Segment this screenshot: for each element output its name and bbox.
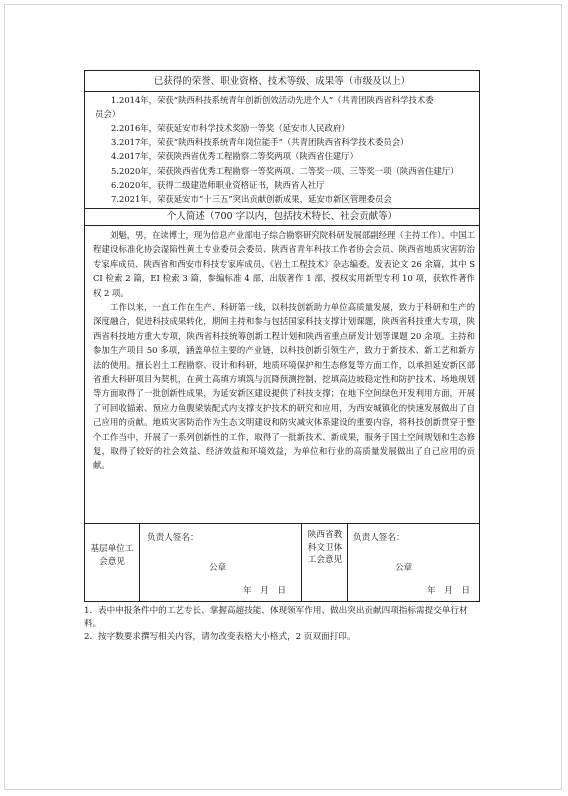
- provincial-union-label: 陕西省教科文卫体工会意见: [307, 530, 343, 565]
- grassroots-union-label: 基层单位工会意见: [90, 544, 134, 567]
- note-item: [84, 631, 480, 644]
- honor-item: 5.2020年，荣获陕西省优秀工程勘察一等奖两项、二等奖一项、三等奖一项（陕西省住建厅）: [111, 166, 459, 176]
- honor-item: 6.2020年，获得二级建造师职业资格证书，陕西省人社厅: [111, 180, 325, 190]
- profile-paragraph: 刘魁，男，在读博士，现为信息产业部电子综合勘察研究院科研发展部副经理（主持工作）。中国工程建设标准化协会湿陷性黄土专业委员会委员、陕西省青年科技工作者协会会员、陕西省地质灾害防治专家库成员、陕西省和西安市科技专家库成员、《岩土工程技术》杂志编委。发表论文 26 余篇，其中 SCI 检索 2 篇，EI 检索 3 篇，参编标准 4 部，出版著作 1 部，授权实用新型专利 10 项，获软件著作权 2 项。: [93, 230, 475, 298]
- right-signature-label: 负责人签名：: [353, 533, 405, 543]
- row-divider: [85, 225, 479, 226]
- column-divider: [301, 523, 302, 601]
- honor-item: 7.2021年，荣获延安市“十三五”突出贡献创新成果，延安市新区管理委员会: [111, 194, 392, 204]
- note-item: [84, 605, 480, 630]
- left-seal-label: 公章: [209, 563, 227, 573]
- left-date-label: 年 月 日: [243, 586, 286, 596]
- note-text: 按字数要求撰写相关内容，请勿改变表格大小格式，2 页双面打印。: [98, 632, 356, 642]
- note-number: 2.: [84, 632, 93, 642]
- row-divider: [85, 208, 479, 209]
- note-number: 1.: [84, 606, 93, 616]
- honor-item: 4.2017年，荣获陕西省优秀工程勘察二等奖两项（陕西省住建厅）: [111, 151, 359, 161]
- honors-title: 已获得的荣誉、职业资格、技术等级、成果等（市级及以上）: [153, 76, 411, 87]
- right-seal-label: 公章: [395, 563, 413, 573]
- row-divider: [85, 523, 479, 524]
- profile-title: 个人简述（700 字以内，包括技术特长、社会贡献等）: [166, 211, 398, 222]
- application-form-table: [84, 70, 480, 602]
- honor-item: 员会）: [95, 109, 121, 119]
- right-date-label: 年 月 日: [427, 586, 470, 596]
- note-text: 表中申报条件中的工艺专长、掌握高超技能、体现领军作用、做出突出贡献四项指标需提交单行材料。: [84, 606, 468, 629]
- honor-item: 3.2017年，荣获“陕西科技系统青年岗位能手”（共青团陕西省科学技术委员会）: [111, 137, 409, 147]
- honor-item: 2.2016年，荣获延安市科学技术奖励一等奖（延安市人民政府）: [111, 123, 350, 133]
- column-divider: [347, 523, 348, 601]
- left-signature-label: 负责人签名：: [147, 533, 199, 543]
- column-divider: [139, 523, 140, 601]
- row-divider: [85, 91, 479, 92]
- honor-item: 1.2014年，荣获“陕西科技系统青年创新创效活动先进个人”（共青团陕西省科学技术委: [111, 95, 434, 105]
- profile-paragraph: 工作以来，一直工作在生产、科研第一线，以科技创新助力单位高质量发展，致力于科研和生产的深度融合，促进科技成果转化，期间主持和参与包括国家科技支撑计划课题，陕西省科技重大专项，陕西省科技地方重大专项，陕西省科技统筹创新工程计划和陕西省重点研发计划等课题 20 余项。主持和参加生产项目 50 多项，涵盖单位主要的产业链，以科技创新引领生产，致力于新技术、新工艺和新方法的使用。擅长岩土工程勘察、设计和科研，地质环境保护和生态修复等方面工作，以承担延安新区部省重大科研项目为契机，在黄土高填方填筑与沉降预测控制、挖填高边坡稳定性和防护技术、场地规划等方面取得了一批创新性成果，为延安新区建设提供了科技支撑；在地下空间绿色开发利用方面，开展了可回收锚索、预应力鱼腹梁装配式内支撑支护技术的研究和应用，为西安城镇化的快速发展做出了自己应用的贡献。地质灾害防治作为生态文明建设和防灾减灾体系建设的重要内容，将科技创新贯穿于整个工作当中，开展了一系列创新性的工作，取得了一批新技术、新成果，服务于国土空间规划和生态修复，取得了较好的社会效益、经济效益和环境效益，为单位和行业的高质量发展做出了自己应用的贡献。: [93, 302, 475, 471]
